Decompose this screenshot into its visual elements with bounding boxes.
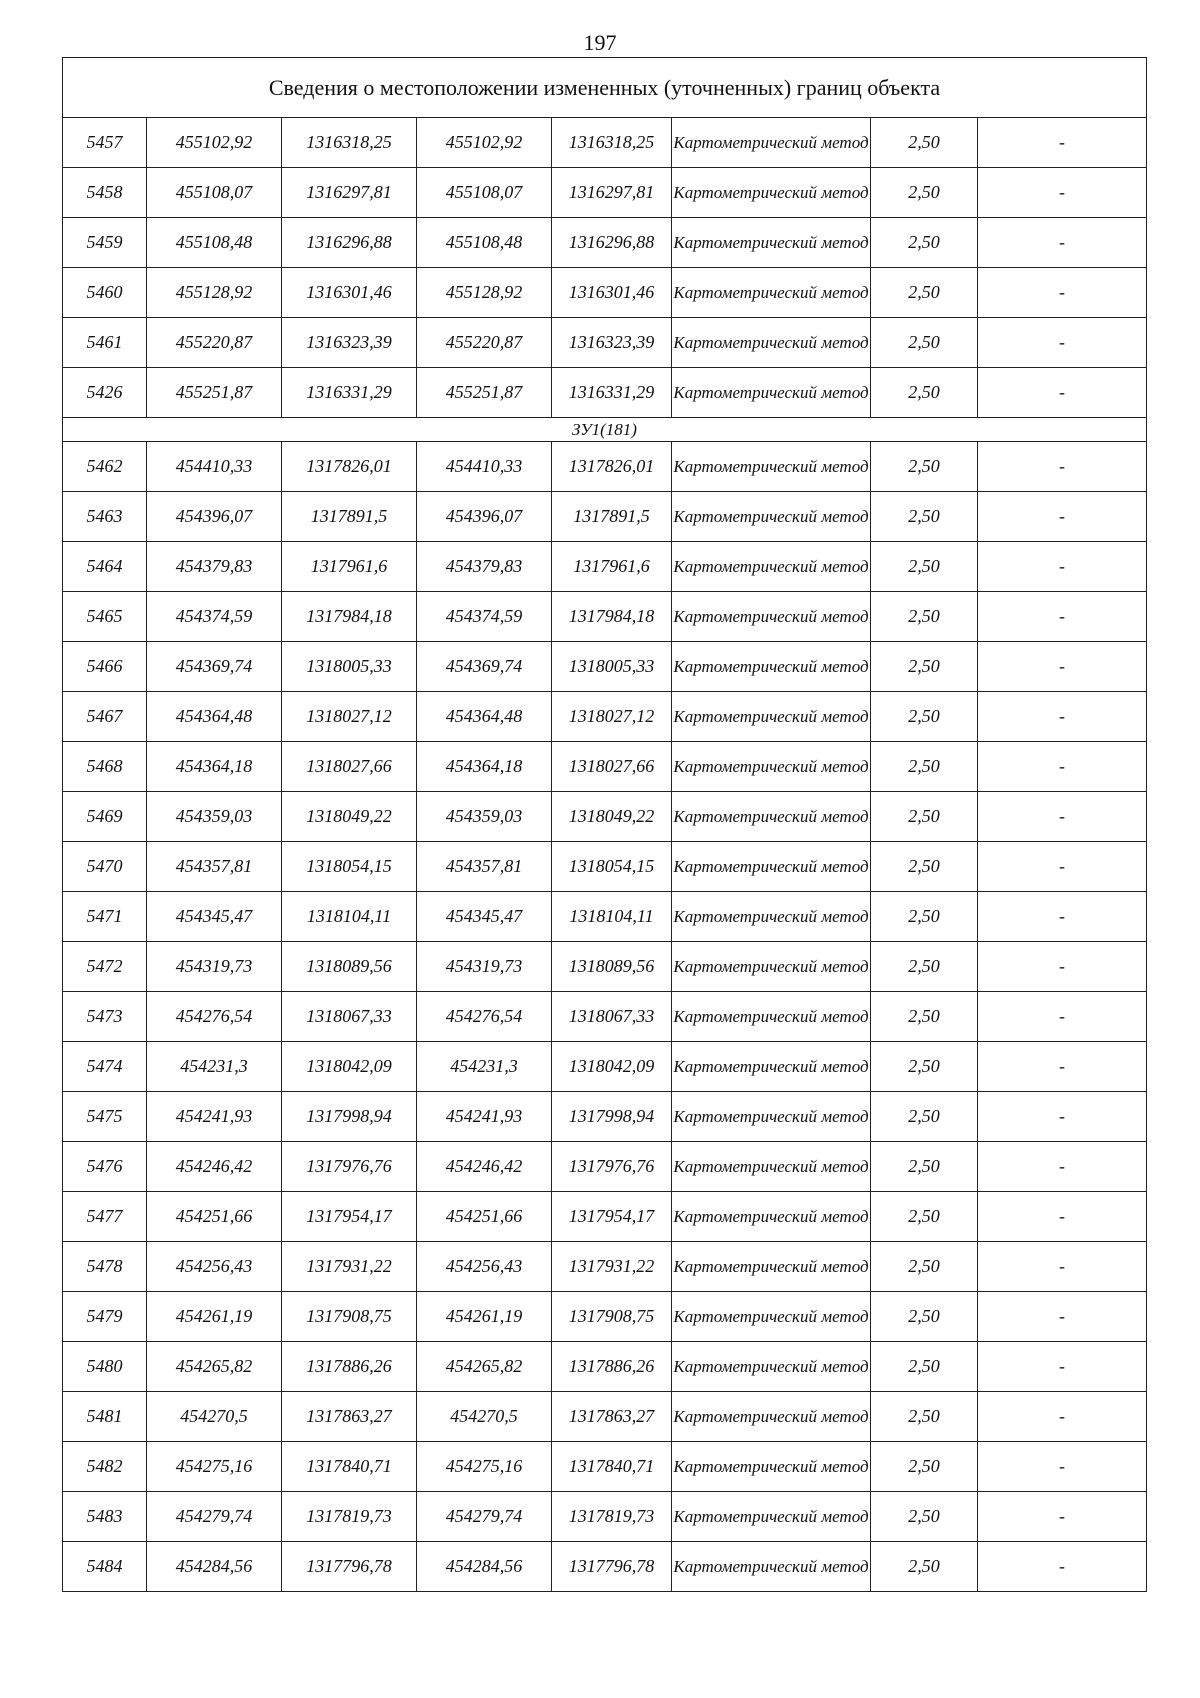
point-number-cell: 5477 xyxy=(63,1192,147,1242)
table-row xyxy=(63,1042,1147,1092)
table-row xyxy=(63,1542,1147,1592)
x-existing-cell: 454319,73 xyxy=(147,942,282,992)
page-number: 197 xyxy=(583,30,617,55)
accuracy-cell: 2,50 xyxy=(871,218,978,268)
y-refined-cell: 1317840,71 xyxy=(552,1442,672,1492)
point-number-cell: 5484 xyxy=(63,1542,147,1592)
table-body xyxy=(63,58,1147,1592)
note-cell: - xyxy=(978,792,1147,842)
method-cell: Картометрический метод xyxy=(672,692,871,742)
x-refined-cell: 455220,87 xyxy=(417,318,552,368)
y-existing-cell: 1316318,25 xyxy=(282,118,417,168)
table-row xyxy=(63,542,1147,592)
x-refined-cell: 454279,74 xyxy=(417,1492,552,1542)
x-existing-cell: 455128,92 xyxy=(147,268,282,318)
table-row xyxy=(63,592,1147,642)
x-existing-cell: 454284,56 xyxy=(147,1542,282,1592)
table-row xyxy=(63,1192,1147,1242)
accuracy-cell: 2,50 xyxy=(871,1242,978,1292)
method-cell: Картометрический метод xyxy=(672,642,871,692)
method-cell: Картометрический метод xyxy=(672,492,871,542)
x-existing-cell: 455251,87 xyxy=(147,368,282,418)
x-existing-cell: 454265,82 xyxy=(147,1342,282,1392)
y-existing-cell: 1318005,33 xyxy=(282,642,417,692)
x-refined-cell: 454364,48 xyxy=(417,692,552,742)
note-cell: - xyxy=(978,118,1147,168)
x-existing-cell: 454256,43 xyxy=(147,1242,282,1292)
note-cell: - xyxy=(978,1192,1147,1242)
table-row xyxy=(63,218,1147,268)
y-existing-cell: 1318027,12 xyxy=(282,692,417,742)
y-existing-cell: 1316301,46 xyxy=(282,268,417,318)
note-cell: - xyxy=(978,1392,1147,1442)
table-row xyxy=(63,842,1147,892)
table-row xyxy=(63,1092,1147,1142)
x-refined-cell: 454276,54 xyxy=(417,992,552,1042)
y-existing-cell: 1317931,22 xyxy=(282,1242,417,1292)
x-refined-cell: 454256,43 xyxy=(417,1242,552,1292)
point-number-cell: 5481 xyxy=(63,1392,147,1442)
y-existing-cell: 1318027,66 xyxy=(282,742,417,792)
point-number-cell: 5462 xyxy=(63,442,147,492)
method-cell: Картометрический метод xyxy=(672,118,871,168)
y-refined-cell: 1317863,27 xyxy=(552,1392,672,1442)
note-cell: - xyxy=(978,892,1147,942)
note-cell: - xyxy=(978,542,1147,592)
x-refined-cell: 454265,82 xyxy=(417,1342,552,1392)
y-refined-cell: 1317886,26 xyxy=(552,1342,672,1392)
table-row xyxy=(63,1242,1147,1292)
y-refined-cell: 1317984,18 xyxy=(552,592,672,642)
x-refined-cell: 454345,47 xyxy=(417,892,552,942)
point-number-cell: 5466 xyxy=(63,642,147,692)
point-number-cell: 5472 xyxy=(63,942,147,992)
accuracy-cell: 2,50 xyxy=(871,792,978,842)
x-existing-cell: 454379,83 xyxy=(147,542,282,592)
table-row xyxy=(63,742,1147,792)
table-row xyxy=(63,492,1147,542)
accuracy-cell: 2,50 xyxy=(871,892,978,942)
point-number-cell: 5471 xyxy=(63,892,147,942)
coordinates-table xyxy=(62,57,1147,1592)
y-existing-cell: 1317984,18 xyxy=(282,592,417,642)
method-cell: Картометрический метод xyxy=(672,742,871,792)
method-cell: Картометрический метод xyxy=(672,1542,871,1592)
accuracy-cell: 2,50 xyxy=(871,268,978,318)
y-refined-cell: 1317819,73 xyxy=(552,1492,672,1542)
x-existing-cell: 454241,93 xyxy=(147,1092,282,1142)
table-row xyxy=(63,1292,1147,1342)
y-existing-cell: 1317886,26 xyxy=(282,1342,417,1392)
y-refined-cell: 1317961,6 xyxy=(552,542,672,592)
x-existing-cell: 454410,33 xyxy=(147,442,282,492)
table-row xyxy=(63,892,1147,942)
accuracy-cell: 2,50 xyxy=(871,842,978,892)
y-existing-cell: 1318104,11 xyxy=(282,892,417,942)
y-existing-cell: 1318049,22 xyxy=(282,792,417,842)
note-cell: - xyxy=(978,742,1147,792)
point-number-cell: 5460 xyxy=(63,268,147,318)
y-refined-cell: 1317826,01 xyxy=(552,442,672,492)
note-cell: - xyxy=(978,1292,1147,1342)
method-cell: Картометрический метод xyxy=(672,542,871,592)
y-refined-cell: 1316331,29 xyxy=(552,368,672,418)
note-cell: - xyxy=(978,1342,1147,1392)
x-existing-cell: 455108,48 xyxy=(147,218,282,268)
accuracy-cell: 2,50 xyxy=(871,492,978,542)
y-refined-cell: 1318104,11 xyxy=(552,892,672,942)
point-number-cell: 5482 xyxy=(63,1442,147,1492)
accuracy-cell: 2,50 xyxy=(871,368,978,418)
table-row xyxy=(63,1392,1147,1442)
x-refined-cell: 454251,66 xyxy=(417,1192,552,1242)
note-cell: - xyxy=(978,368,1147,418)
point-number-cell: 5458 xyxy=(63,168,147,218)
accuracy-cell: 2,50 xyxy=(871,542,978,592)
y-existing-cell: 1318067,33 xyxy=(282,992,417,1042)
y-refined-cell: 1317954,17 xyxy=(552,1192,672,1242)
y-refined-cell: 1318042,09 xyxy=(552,1042,672,1092)
x-refined-cell: 454231,3 xyxy=(417,1042,552,1092)
method-cell: Картометрический метод xyxy=(672,1292,871,1342)
section-row xyxy=(63,418,1147,442)
method-cell: Картометрический метод xyxy=(672,1092,871,1142)
table-title: Сведения о местоположении измененных (уточненных) границ объекта xyxy=(63,58,1147,118)
accuracy-cell: 2,50 xyxy=(871,1292,978,1342)
method-cell: Картометрический метод xyxy=(672,1042,871,1092)
x-refined-cell: 454357,81 xyxy=(417,842,552,892)
x-existing-cell: 455108,07 xyxy=(147,168,282,218)
x-existing-cell: 454261,19 xyxy=(147,1292,282,1342)
note-cell: - xyxy=(978,1092,1147,1142)
table-row xyxy=(63,1342,1147,1392)
table-row xyxy=(63,368,1147,418)
x-existing-cell: 454270,5 xyxy=(147,1392,282,1442)
method-cell: Картометрический метод xyxy=(672,218,871,268)
y-existing-cell: 1317908,75 xyxy=(282,1292,417,1342)
point-number-cell: 5469 xyxy=(63,792,147,842)
table-row xyxy=(63,1442,1147,1492)
point-number-cell: 5426 xyxy=(63,368,147,418)
point-number-cell: 5464 xyxy=(63,542,147,592)
x-existing-cell: 454279,74 xyxy=(147,1492,282,1542)
y-existing-cell: 1317976,76 xyxy=(282,1142,417,1192)
x-refined-cell: 454275,16 xyxy=(417,1442,552,1492)
x-existing-cell: 454357,81 xyxy=(147,842,282,892)
note-cell: - xyxy=(978,318,1147,368)
note-cell: - xyxy=(978,1042,1147,1092)
accuracy-cell: 2,50 xyxy=(871,318,978,368)
point-number-cell: 5474 xyxy=(63,1042,147,1092)
method-cell: Картометрический метод xyxy=(672,442,871,492)
x-refined-cell: 454270,5 xyxy=(417,1392,552,1442)
accuracy-cell: 2,50 xyxy=(871,692,978,742)
y-refined-cell: 1317908,75 xyxy=(552,1292,672,1342)
note-cell: - xyxy=(978,268,1147,318)
method-cell: Картометрический метод xyxy=(672,792,871,842)
y-refined-cell: 1316297,81 xyxy=(552,168,672,218)
note-cell: - xyxy=(978,218,1147,268)
x-refined-cell: 455102,92 xyxy=(417,118,552,168)
table-row xyxy=(63,318,1147,368)
method-cell: Картометрический метод xyxy=(672,1492,871,1542)
y-refined-cell: 1318049,22 xyxy=(552,792,672,842)
x-existing-cell: 454364,18 xyxy=(147,742,282,792)
table-row xyxy=(63,118,1147,168)
y-existing-cell: 1317954,17 xyxy=(282,1192,417,1242)
table-row xyxy=(63,442,1147,492)
y-refined-cell: 1317998,94 xyxy=(552,1092,672,1142)
note-cell: - xyxy=(978,942,1147,992)
x-existing-cell: 454276,54 xyxy=(147,992,282,1042)
point-number-cell: 5468 xyxy=(63,742,147,792)
point-number-cell: 5461 xyxy=(63,318,147,368)
table-row xyxy=(63,942,1147,992)
y-existing-cell: 1316323,39 xyxy=(282,318,417,368)
y-refined-cell: 1318005,33 xyxy=(552,642,672,692)
method-cell: Картометрический метод xyxy=(672,1392,871,1442)
method-cell: Картометрический метод xyxy=(672,368,871,418)
note-cell: - xyxy=(978,692,1147,742)
method-cell: Картометрический метод xyxy=(672,318,871,368)
section-label: ЗУ1(181) xyxy=(63,418,1147,442)
table-title-row xyxy=(63,58,1147,118)
note-cell: - xyxy=(978,168,1147,218)
point-number-cell: 5473 xyxy=(63,992,147,1042)
point-number-cell: 5479 xyxy=(63,1292,147,1342)
x-existing-cell: 454364,48 xyxy=(147,692,282,742)
x-refined-cell: 454241,93 xyxy=(417,1092,552,1142)
method-cell: Картометрический метод xyxy=(672,892,871,942)
accuracy-cell: 2,50 xyxy=(871,1092,978,1142)
note-cell: - xyxy=(978,992,1147,1042)
method-cell: Картометрический метод xyxy=(672,1342,871,1392)
table-row xyxy=(63,168,1147,218)
accuracy-cell: 2,50 xyxy=(871,1392,978,1442)
point-number-cell: 5475 xyxy=(63,1092,147,1142)
note-cell: - xyxy=(978,1242,1147,1292)
note-cell: - xyxy=(978,1492,1147,1542)
accuracy-cell: 2,50 xyxy=(871,742,978,792)
y-refined-cell: 1318054,15 xyxy=(552,842,672,892)
accuracy-cell: 2,50 xyxy=(871,592,978,642)
note-cell: - xyxy=(978,592,1147,642)
x-refined-cell: 455251,87 xyxy=(417,368,552,418)
x-refined-cell: 454319,73 xyxy=(417,942,552,992)
y-refined-cell: 1316323,39 xyxy=(552,318,672,368)
x-existing-cell: 454246,42 xyxy=(147,1142,282,1192)
point-number-cell: 5465 xyxy=(63,592,147,642)
x-refined-cell: 454379,83 xyxy=(417,542,552,592)
x-existing-cell: 455220,87 xyxy=(147,318,282,368)
table-row xyxy=(63,692,1147,742)
x-refined-cell: 454364,18 xyxy=(417,742,552,792)
accuracy-cell: 2,50 xyxy=(871,442,978,492)
method-cell: Картометрический метод xyxy=(672,592,871,642)
method-cell: Картометрический метод xyxy=(672,842,871,892)
y-refined-cell: 1318027,12 xyxy=(552,692,672,742)
method-cell: Картометрический метод xyxy=(672,992,871,1042)
method-cell: Картометрический метод xyxy=(672,1442,871,1492)
y-refined-cell: 1318027,66 xyxy=(552,742,672,792)
accuracy-cell: 2,50 xyxy=(871,942,978,992)
x-existing-cell: 454275,16 xyxy=(147,1442,282,1492)
x-refined-cell: 455108,48 xyxy=(417,218,552,268)
x-refined-cell: 454410,33 xyxy=(417,442,552,492)
accuracy-cell: 2,50 xyxy=(871,168,978,218)
note-cell: - xyxy=(978,442,1147,492)
point-number-cell: 5470 xyxy=(63,842,147,892)
y-existing-cell: 1316297,81 xyxy=(282,168,417,218)
y-refined-cell: 1318089,56 xyxy=(552,942,672,992)
x-refined-cell: 455108,07 xyxy=(417,168,552,218)
x-existing-cell: 455102,92 xyxy=(147,118,282,168)
table-row xyxy=(63,992,1147,1042)
y-refined-cell: 1316296,88 xyxy=(552,218,672,268)
y-existing-cell: 1318042,09 xyxy=(282,1042,417,1092)
y-existing-cell: 1317863,27 xyxy=(282,1392,417,1442)
x-refined-cell: 454396,07 xyxy=(417,492,552,542)
x-existing-cell: 454374,59 xyxy=(147,592,282,642)
table-row xyxy=(63,792,1147,842)
point-number-cell: 5459 xyxy=(63,218,147,268)
x-refined-cell: 454359,03 xyxy=(417,792,552,842)
accuracy-cell: 2,50 xyxy=(871,1542,978,1592)
note-cell: - xyxy=(978,1142,1147,1192)
accuracy-cell: 2,50 xyxy=(871,1342,978,1392)
x-refined-cell: 454246,42 xyxy=(417,1142,552,1192)
point-number-cell: 5463 xyxy=(63,492,147,542)
x-refined-cell: 455128,92 xyxy=(417,268,552,318)
point-number-cell: 5457 xyxy=(63,118,147,168)
table-row xyxy=(63,1492,1147,1542)
note-cell: - xyxy=(978,1542,1147,1592)
y-existing-cell: 1317826,01 xyxy=(282,442,417,492)
point-number-cell: 5476 xyxy=(63,1142,147,1192)
note-cell: - xyxy=(978,1442,1147,1492)
method-cell: Картометрический метод xyxy=(672,1142,871,1192)
table-row xyxy=(63,1142,1147,1192)
note-cell: - xyxy=(978,842,1147,892)
x-refined-cell: 454369,74 xyxy=(417,642,552,692)
y-existing-cell: 1318089,56 xyxy=(282,942,417,992)
accuracy-cell: 2,50 xyxy=(871,1042,978,1092)
x-existing-cell: 454251,66 xyxy=(147,1192,282,1242)
x-existing-cell: 454231,3 xyxy=(147,1042,282,1092)
y-refined-cell: 1317891,5 xyxy=(552,492,672,542)
note-cell: - xyxy=(978,642,1147,692)
accuracy-cell: 2,50 xyxy=(871,118,978,168)
x-refined-cell: 454284,56 xyxy=(417,1542,552,1592)
accuracy-cell: 2,50 xyxy=(871,1142,978,1192)
y-existing-cell: 1317840,71 xyxy=(282,1442,417,1492)
y-existing-cell: 1317961,6 xyxy=(282,542,417,592)
y-refined-cell: 1317931,22 xyxy=(552,1242,672,1292)
x-existing-cell: 454369,74 xyxy=(147,642,282,692)
x-existing-cell: 454345,47 xyxy=(147,892,282,942)
accuracy-cell: 2,50 xyxy=(871,992,978,1042)
y-existing-cell: 1316296,88 xyxy=(282,218,417,268)
method-cell: Картометрический метод xyxy=(672,942,871,992)
y-existing-cell: 1317796,78 xyxy=(282,1542,417,1592)
method-cell: Картометрический метод xyxy=(672,1242,871,1292)
method-cell: Картометрический метод xyxy=(672,1192,871,1242)
y-existing-cell: 1317819,73 xyxy=(282,1492,417,1542)
y-existing-cell: 1318054,15 xyxy=(282,842,417,892)
y-refined-cell: 1317796,78 xyxy=(552,1542,672,1592)
accuracy-cell: 2,50 xyxy=(871,1492,978,1542)
x-refined-cell: 454374,59 xyxy=(417,592,552,642)
y-refined-cell: 1316318,25 xyxy=(552,118,672,168)
x-existing-cell: 454359,03 xyxy=(147,792,282,842)
table-row xyxy=(63,268,1147,318)
y-refined-cell: 1318067,33 xyxy=(552,992,672,1042)
x-existing-cell: 454396,07 xyxy=(147,492,282,542)
y-refined-cell: 1316301,46 xyxy=(552,268,672,318)
method-cell: Картометрический метод xyxy=(672,168,871,218)
y-existing-cell: 1317891,5 xyxy=(282,492,417,542)
note-cell: - xyxy=(978,492,1147,542)
accuracy-cell: 2,50 xyxy=(871,642,978,692)
y-refined-cell: 1317976,76 xyxy=(552,1142,672,1192)
point-number-cell: 5480 xyxy=(63,1342,147,1392)
point-number-cell: 5467 xyxy=(63,692,147,742)
y-existing-cell: 1317998,94 xyxy=(282,1092,417,1142)
y-existing-cell: 1316331,29 xyxy=(282,368,417,418)
point-number-cell: 5478 xyxy=(63,1242,147,1292)
table-row xyxy=(63,642,1147,692)
accuracy-cell: 2,50 xyxy=(871,1442,978,1492)
point-number-cell: 5483 xyxy=(63,1492,147,1542)
accuracy-cell: 2,50 xyxy=(871,1192,978,1242)
x-refined-cell: 454261,19 xyxy=(417,1292,552,1342)
method-cell: Картометрический метод xyxy=(672,268,871,318)
